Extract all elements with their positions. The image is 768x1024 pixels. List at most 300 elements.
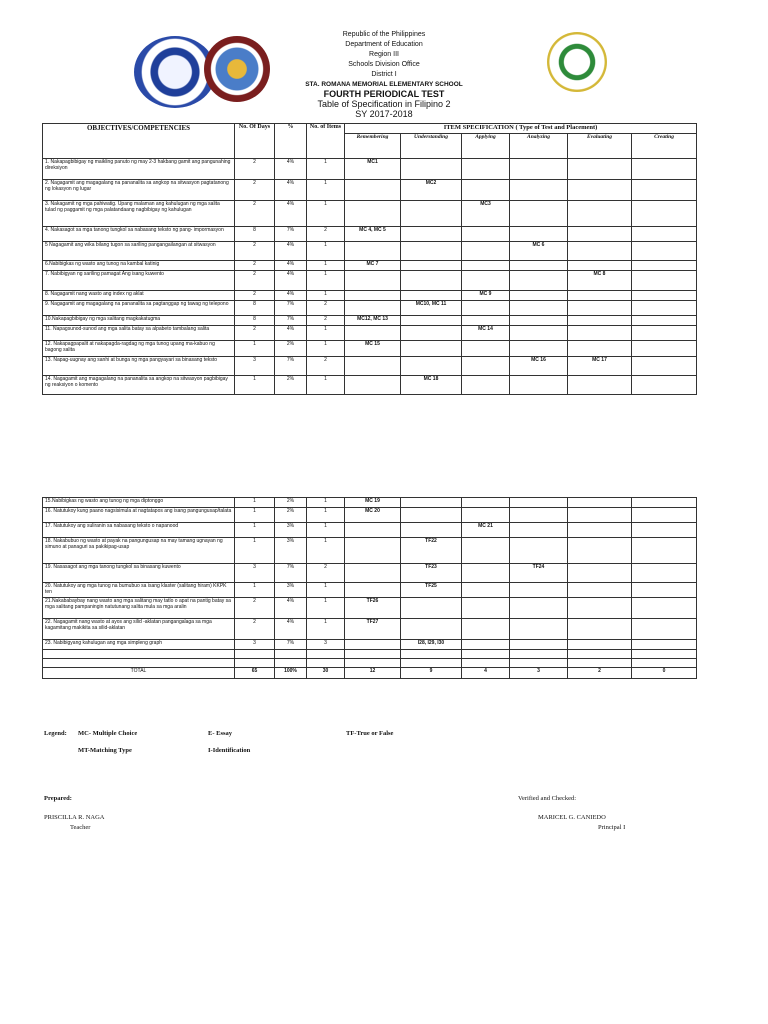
table-cell: 3	[235, 640, 275, 650]
prepared-name: PRISCILLA R. NAGA	[44, 814, 105, 821]
table-cell: 2	[235, 180, 275, 201]
table-cell: 1	[307, 291, 345, 301]
division-line: Schools Division Office	[348, 61, 420, 68]
table-cell: 2%	[275, 341, 307, 357]
table-cell: 3	[510, 668, 568, 679]
tos-body-part1	[43, 159, 697, 395]
table-cell: 1	[307, 538, 345, 564]
table-cell: 0	[632, 668, 697, 679]
level-header: Creating	[632, 134, 697, 159]
table-cell	[632, 357, 697, 376]
table-cell: 2	[307, 316, 345, 326]
table-row	[43, 376, 697, 395]
table-cell	[462, 583, 510, 598]
tos-table-part2	[42, 497, 697, 679]
table-cell	[632, 291, 697, 301]
table-row	[43, 640, 697, 650]
table-cell: 6.Nabibigkas ng wasto ang tunog na kambal katinig	[43, 261, 235, 271]
table-cell: MC 16	[510, 357, 568, 376]
table-cell	[510, 498, 568, 508]
table-cell	[345, 291, 401, 301]
table-title: Table of Specification in Filipino 2	[317, 99, 451, 109]
department-line: Department of Education	[345, 41, 423, 48]
table-cell	[568, 598, 632, 619]
table-cell	[568, 583, 632, 598]
table-row	[43, 201, 697, 227]
table-cell: 12. Nakapagpapalit at nakapagda-ragdag ng mga tunog upang ma-kabuo ng bagong salita	[43, 341, 235, 357]
table-cell	[401, 341, 462, 357]
table-cell	[275, 650, 307, 659]
region-line: Region III	[369, 51, 399, 58]
table-cell	[568, 316, 632, 326]
table-cell: MC2	[401, 180, 462, 201]
table-cell: 3	[307, 640, 345, 650]
table-cell	[568, 619, 632, 640]
table-cell: MC 19	[345, 498, 401, 508]
table-cell: 2	[307, 227, 345, 242]
table-cell: TF27	[345, 619, 401, 640]
table-cell	[510, 598, 568, 619]
table-cell	[510, 650, 568, 659]
legend-essay: E- Essay	[208, 730, 233, 737]
table-cell	[462, 498, 510, 508]
table-cell	[43, 650, 235, 659]
table-cell: 1	[307, 508, 345, 523]
table-cell: 5 Nagagamit ang wika bilang tugon sa sariling pangangailangan at sitwasyon	[43, 242, 235, 261]
empty-row	[43, 659, 697, 668]
table-cell	[345, 640, 401, 650]
table-cell	[568, 341, 632, 357]
table-cell: I28, I29, I30	[401, 640, 462, 650]
table-cell	[510, 376, 568, 395]
table-row	[43, 180, 697, 201]
table-cell	[462, 659, 510, 668]
table-cell: MC1	[345, 159, 401, 180]
table-cell	[345, 376, 401, 395]
table-cell	[632, 650, 697, 659]
table-cell: 8. Nagagamit nang wasto ang index ng aklat	[43, 291, 235, 301]
table-cell: 1	[307, 326, 345, 341]
legend-true-false: TF-True or False	[346, 730, 394, 737]
table-cell	[568, 640, 632, 650]
prepared-title: Teacher	[70, 824, 91, 831]
table-cell	[632, 508, 697, 523]
table-cell: 17. Natutukoy ang suliranin sa nabasang teksto o napanood	[43, 523, 235, 538]
table-row	[43, 261, 697, 271]
percent-header: %	[275, 124, 307, 159]
table-cell	[568, 201, 632, 227]
table-cell	[632, 498, 697, 508]
table-row	[43, 583, 697, 598]
table-cell	[401, 242, 462, 261]
table-cell	[43, 659, 235, 668]
table-cell	[345, 271, 401, 291]
table-cell	[307, 659, 345, 668]
table-cell	[632, 538, 697, 564]
table-cell: 20. Natutukoy ang mga tunog na bumubuo sa isang klaster (salitang hiram) KKPK ten	[43, 583, 235, 598]
table-cell	[462, 180, 510, 201]
table-cell	[568, 376, 632, 395]
verified-label: Verified and Checked:	[518, 795, 577, 802]
table-cell	[632, 201, 697, 227]
table-cell: 11. Napagsunod-sunod ang mga salita batay sa alpabeto tambalang salita	[43, 326, 235, 341]
table-cell: 12	[345, 668, 401, 679]
table-cell: 1	[307, 583, 345, 598]
table-cell	[568, 291, 632, 301]
table-cell	[568, 180, 632, 201]
table-cell: 2	[307, 301, 345, 316]
table-cell: 4%	[275, 326, 307, 341]
table-cell: 2	[235, 271, 275, 291]
table-cell: 2%	[275, 498, 307, 508]
table-cell	[510, 227, 568, 242]
district-line: District I	[371, 71, 397, 78]
table-cell: MC3	[462, 201, 510, 227]
table-cell	[510, 159, 568, 180]
table-cell: 1	[307, 341, 345, 357]
table-cell	[462, 227, 510, 242]
table-cell	[632, 376, 697, 395]
table-cell: MC12, MC 13	[345, 316, 401, 326]
table-cell: 4%	[275, 261, 307, 271]
legend-matching-type: MT-Matching Type	[78, 747, 132, 754]
prepared-label: Prepared:	[44, 795, 72, 802]
table-cell: TF23	[401, 564, 462, 583]
table-cell	[275, 659, 307, 668]
school-year: SY 2017-2018	[355, 109, 413, 119]
table-cell: MC 21	[462, 523, 510, 538]
table-cell	[401, 261, 462, 271]
verified-name: MARICEL G. CANIEDO	[538, 814, 606, 821]
table-cell	[510, 201, 568, 227]
table-cell	[568, 326, 632, 341]
table-cell	[462, 271, 510, 291]
table-cell: 9	[401, 668, 462, 679]
table-cell	[345, 523, 401, 538]
table-cell: 2	[307, 564, 345, 583]
table-cell	[568, 301, 632, 316]
table-row	[43, 508, 697, 523]
table-cell: 3%	[275, 523, 307, 538]
table-cell: 2	[235, 619, 275, 640]
table-cell	[510, 508, 568, 523]
table-cell: 4%	[275, 291, 307, 301]
level-header: Applying	[462, 134, 510, 159]
table-cell: 4%	[275, 598, 307, 619]
table-cell: 13. Napag-uugnay ang sanhi at bunga ng mga pangyayari sa binasang teksto	[43, 357, 235, 376]
table-cell	[510, 523, 568, 538]
table-cell: TF22	[401, 538, 462, 564]
table-cell	[632, 227, 697, 242]
table-row	[43, 498, 697, 508]
table-cell	[568, 523, 632, 538]
table-cell	[345, 538, 401, 564]
table-cell	[568, 261, 632, 271]
table-cell	[401, 498, 462, 508]
table-cell: 2	[235, 598, 275, 619]
table-cell	[345, 650, 401, 659]
table-cell	[462, 261, 510, 271]
table-cell: 4%	[275, 201, 307, 227]
table-cell: 1	[307, 261, 345, 271]
table-cell: 2	[235, 201, 275, 227]
table-cell: 1	[235, 341, 275, 357]
table-cell	[462, 159, 510, 180]
table-cell	[632, 316, 697, 326]
table-cell	[401, 357, 462, 376]
table-cell: TF26	[345, 598, 401, 619]
table-cell: 3%	[275, 538, 307, 564]
table-cell	[345, 357, 401, 376]
table-cell: 1	[307, 242, 345, 261]
table-cell: 1	[307, 523, 345, 538]
table-cell	[510, 583, 568, 598]
table-cell: MC 9	[462, 291, 510, 301]
table-row	[43, 326, 697, 341]
table-cell: 4%	[275, 242, 307, 261]
table-cell: 22. Nagagamit nang wasto at ayos ang silid -aklatan pangangalaga sa mga kagamitang makikita sa silid-aklatan	[43, 619, 235, 640]
table-cell: MC 8	[568, 271, 632, 291]
table-cell: 1	[235, 523, 275, 538]
table-cell	[235, 659, 275, 668]
objectives-header: OBJECTIVES/COMPETENCIES	[43, 124, 235, 159]
table-cell	[632, 564, 697, 583]
table-cell: 2	[235, 159, 275, 180]
table-cell: 7%	[275, 564, 307, 583]
table-row	[43, 564, 697, 583]
test-title: FOURTH PERIODICAL TEST	[323, 89, 445, 99]
table-row	[43, 523, 697, 538]
table-cell	[632, 583, 697, 598]
table-cell: 8	[235, 316, 275, 326]
table-cell	[401, 523, 462, 538]
table-row	[43, 242, 697, 261]
table-cell	[632, 301, 697, 316]
table-cell: 23. Nabibigyang kahulugan ang mga simpleng graph	[43, 640, 235, 650]
table-cell: 9. Nagagamit ang magagalang na pananalita sa pagtanggap ng tawag ng telepono	[43, 301, 235, 316]
table-cell	[401, 659, 462, 668]
table-cell	[632, 640, 697, 650]
table-cell	[510, 271, 568, 291]
table-cell	[510, 538, 568, 564]
table-row	[43, 357, 697, 376]
table-cell	[462, 619, 510, 640]
table-cell	[462, 301, 510, 316]
table-cell	[462, 316, 510, 326]
table-cell: MC 15	[345, 341, 401, 357]
table-row	[43, 271, 697, 291]
table-cell: 1	[307, 619, 345, 640]
table-cell: 65	[235, 668, 275, 679]
table-cell: 2	[235, 326, 275, 341]
legend-label: Legend:	[44, 730, 67, 737]
table-cell: 1	[235, 376, 275, 395]
table-cell	[632, 523, 697, 538]
table-cell	[568, 508, 632, 523]
table-cell	[401, 508, 462, 523]
table-cell	[462, 357, 510, 376]
days-header: No. Of Days	[235, 124, 275, 159]
table-cell: 30	[307, 668, 345, 679]
table-row	[43, 598, 697, 619]
table-cell: 14. Nagagamit ang magagalang na pananalita sa angkop na sitwasyon pagbibigay ng reaksiyon o komento	[43, 376, 235, 395]
table-cell	[401, 619, 462, 640]
table-cell: 1	[307, 159, 345, 180]
table-cell: MC10, MC 11	[401, 301, 462, 316]
table-cell	[568, 538, 632, 564]
table-cell: 15.Nabibigkas ng wasto ang tunog ng mga diptonggo	[43, 498, 235, 508]
verified-title: Principal I	[598, 824, 626, 831]
table-cell	[345, 242, 401, 261]
table-cell: 1. Nakapagbibigay ng maikling panuto ng may 2-3 hakbang gamit ang pangunahing direksiyon	[43, 159, 235, 180]
items-header: No. of Items	[307, 124, 345, 159]
table-cell: 8	[235, 227, 275, 242]
table-cell: 1	[235, 538, 275, 564]
table-cell: 16. Natutukoy kung paano nagsisimula at nagtatapos ang isang pangungusap/talata	[43, 508, 235, 523]
table-cell: 100%	[275, 668, 307, 679]
tos-body-part2	[43, 498, 697, 679]
table-cell: 21.Nakababaybay nang wasto ang mga salitang may tatlo o apat na pantig batay sa mga salitang pampaningin natutunang salita mula sa mga aralin	[43, 598, 235, 619]
table-cell: 7%	[275, 301, 307, 316]
table-cell: 4%	[275, 180, 307, 201]
table-cell	[568, 227, 632, 242]
legend-multiple-choice: MC- Multiple Choice	[78, 730, 138, 737]
table-cell	[462, 650, 510, 659]
table-cell	[632, 271, 697, 291]
table-cell: MC 18	[401, 376, 462, 395]
table-cell	[401, 201, 462, 227]
table-cell	[632, 598, 697, 619]
table-cell	[345, 301, 401, 316]
table-cell	[568, 159, 632, 180]
level-header: Understanding	[401, 134, 462, 159]
table-cell	[462, 376, 510, 395]
table-row	[43, 316, 697, 326]
table-row	[43, 341, 697, 357]
table-cell	[401, 271, 462, 291]
total-row	[43, 668, 697, 679]
table-row	[43, 538, 697, 564]
table-cell: 1	[307, 201, 345, 227]
table-cell: MC 4, MC 5	[345, 227, 401, 242]
table-cell	[510, 659, 568, 668]
table-cell: 4%	[275, 271, 307, 291]
table-cell	[401, 316, 462, 326]
table-cell: TF24	[510, 564, 568, 583]
table-cell: 2	[235, 242, 275, 261]
table-cell	[568, 650, 632, 659]
table-cell	[462, 242, 510, 261]
table-cell	[632, 261, 697, 271]
table-cell	[345, 659, 401, 668]
level-header: Remembering	[345, 134, 401, 159]
item-specification-header: ITEM SPECIFICATION ( Type of Test and Placement)	[345, 124, 697, 134]
table-cell: TF25	[401, 583, 462, 598]
table-cell: 7%	[275, 357, 307, 376]
table-cell	[632, 180, 697, 201]
table-cell	[401, 159, 462, 180]
table-cell: 3%	[275, 583, 307, 598]
legend-identification: I-Identification	[208, 747, 251, 754]
table-cell	[462, 564, 510, 583]
table-cell	[510, 619, 568, 640]
table-cell	[510, 291, 568, 301]
table-cell	[568, 564, 632, 583]
table-cell: 4%	[275, 159, 307, 180]
table-cell: 2	[307, 357, 345, 376]
table-cell: 7%	[275, 227, 307, 242]
table-cell: 2%	[275, 376, 307, 395]
table-cell: 1	[307, 271, 345, 291]
table-cell	[632, 659, 697, 668]
table-cell: 1	[307, 598, 345, 619]
table-cell: 8	[235, 301, 275, 316]
table-cell	[510, 261, 568, 271]
table-cell: 1	[307, 180, 345, 201]
table-cell: 7. Nabibigyan ng sariling pamagat Ang isang kuwento	[43, 271, 235, 291]
table-cell	[632, 326, 697, 341]
table-cell: 3. Nakagamit ng mga pahiwatig. Upang malaman ang kahulugan ng mga salita tulad ng paggamit ng mga palatandaang nagbibigay ng kahulugan	[43, 201, 235, 227]
table-cell: 3	[235, 564, 275, 583]
table-cell	[345, 564, 401, 583]
table-cell	[345, 583, 401, 598]
table-cell	[510, 316, 568, 326]
table-cell: 4%	[275, 619, 307, 640]
table-cell: MC 20	[345, 508, 401, 523]
table-cell: MC 17	[568, 357, 632, 376]
table-cell	[235, 650, 275, 659]
table-cell: MC 6	[510, 242, 568, 261]
table-cell: 2	[235, 261, 275, 271]
table-cell	[510, 180, 568, 201]
table-cell	[345, 201, 401, 227]
table-cell	[632, 159, 697, 180]
table-cell	[632, 242, 697, 261]
table-cell: MC 14	[462, 326, 510, 341]
table-row	[43, 159, 697, 180]
table-cell: 1	[235, 508, 275, 523]
table-cell	[510, 301, 568, 316]
table-cell	[632, 619, 697, 640]
republic-line: Republic of the Philippines	[342, 31, 426, 38]
table-row	[43, 227, 697, 242]
table-cell	[510, 341, 568, 357]
table-cell: 2	[568, 668, 632, 679]
table-cell	[401, 598, 462, 619]
table-cell	[401, 650, 462, 659]
table-cell: 7%	[275, 316, 307, 326]
table-cell	[462, 538, 510, 564]
school-name: STA. ROMANA MEMORIAL ELEMENTARY SCHOOL	[305, 81, 463, 88]
level-header: Evaluating	[568, 134, 632, 159]
table-cell: 2%	[275, 508, 307, 523]
table-cell: TOTAL	[43, 668, 235, 679]
table-cell	[462, 598, 510, 619]
table-row	[43, 291, 697, 301]
table-cell	[510, 326, 568, 341]
table-cell: 4	[462, 668, 510, 679]
table-cell	[568, 242, 632, 261]
document-header	[0, 30, 768, 119]
table-cell: 3	[235, 357, 275, 376]
table-cell	[345, 180, 401, 201]
table-cell	[401, 227, 462, 242]
table-cell: 2	[235, 291, 275, 301]
table-cell: 1	[307, 498, 345, 508]
empty-row	[43, 650, 697, 659]
table-cell	[401, 326, 462, 341]
table-cell	[345, 326, 401, 341]
